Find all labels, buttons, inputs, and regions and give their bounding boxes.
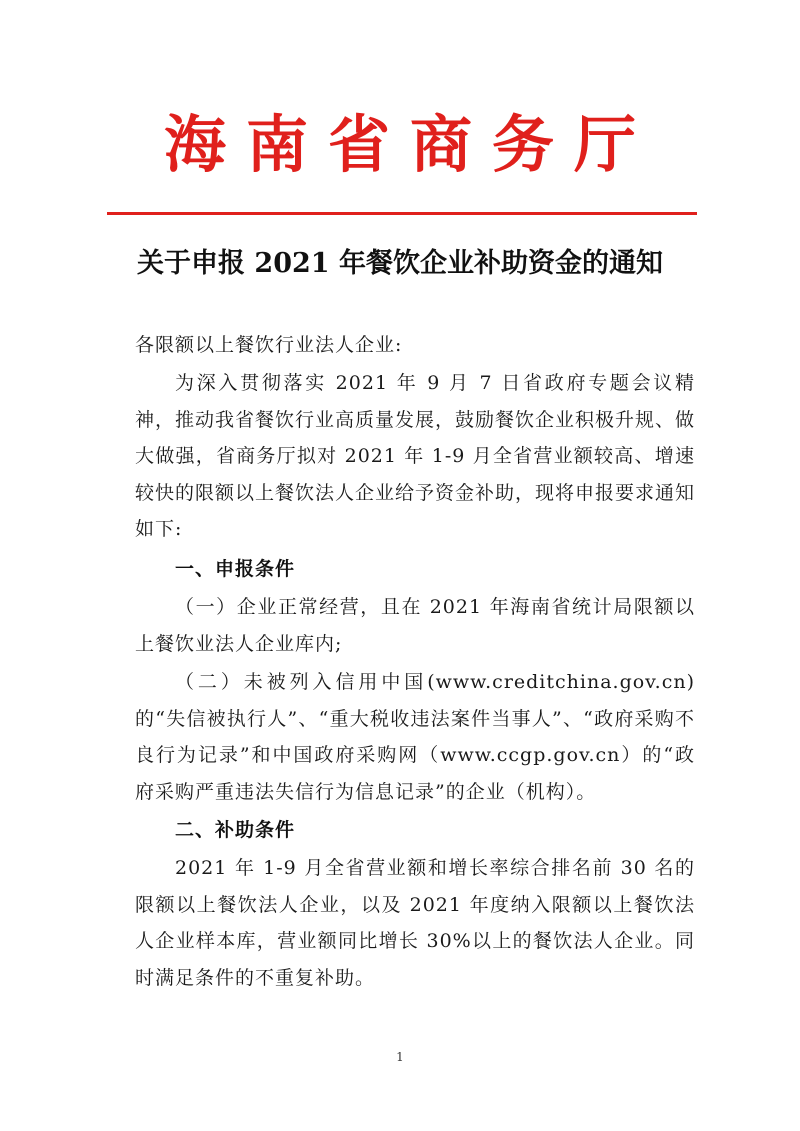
section-heading-application-conditions: 一、申报条件 xyxy=(175,558,296,580)
document-title: 关于申报 2021 年餐饮企业补助资金的通知 xyxy=(137,248,663,279)
intro-paragraph: 为深入贯彻落实 2021 年 9 月 7 日省政府专题会议精神，推动我省餐饮行业高质量发展，鼓励餐饮企业积极升规、做大做强，省商务厅拟对 2021 年 1-9 月全省营业额较高、增速较快的限额以上餐饮法人企业给予资金补助，现将申报要求通知如下: xyxy=(135,372,696,540)
condition-item-1: （一）企业正常经营，且在 2021 年海南省统计局限额以上餐饮业法人企业库内; xyxy=(135,596,695,655)
subsidy-conditions-paragraph: 2021 年 1-9 月全省营业额和增长率综合排名前 30 名的限额以上餐饮法人企业，以及 2021 年度纳入限额以上餐饮法人企业样本库，营业额同比增长 30%以上的餐饮法人企业。同时满足条件的不重复补助。 xyxy=(135,857,695,989)
page-number: 1 xyxy=(396,1050,404,1064)
condition-item-2: （二）未被列入信用中国(www.creditchina.gov.cn)的“失信被执行人”、“重大税收违法案件当事人”、“政府采购不良行为记录”和中国政府采购网（www.ccgp.gov.cn）的“政府采购严重违法失信行为信息记录”的企业（机构）。 xyxy=(135,671,695,803)
salutation: 各限额以上餐饮行业法人企业: xyxy=(135,334,403,356)
letterhead-org-name: 海南省商务厅 xyxy=(163,108,656,181)
section-heading-subsidy-conditions: 二、补助条件 xyxy=(175,819,296,841)
letterhead-red-rule xyxy=(107,212,697,215)
